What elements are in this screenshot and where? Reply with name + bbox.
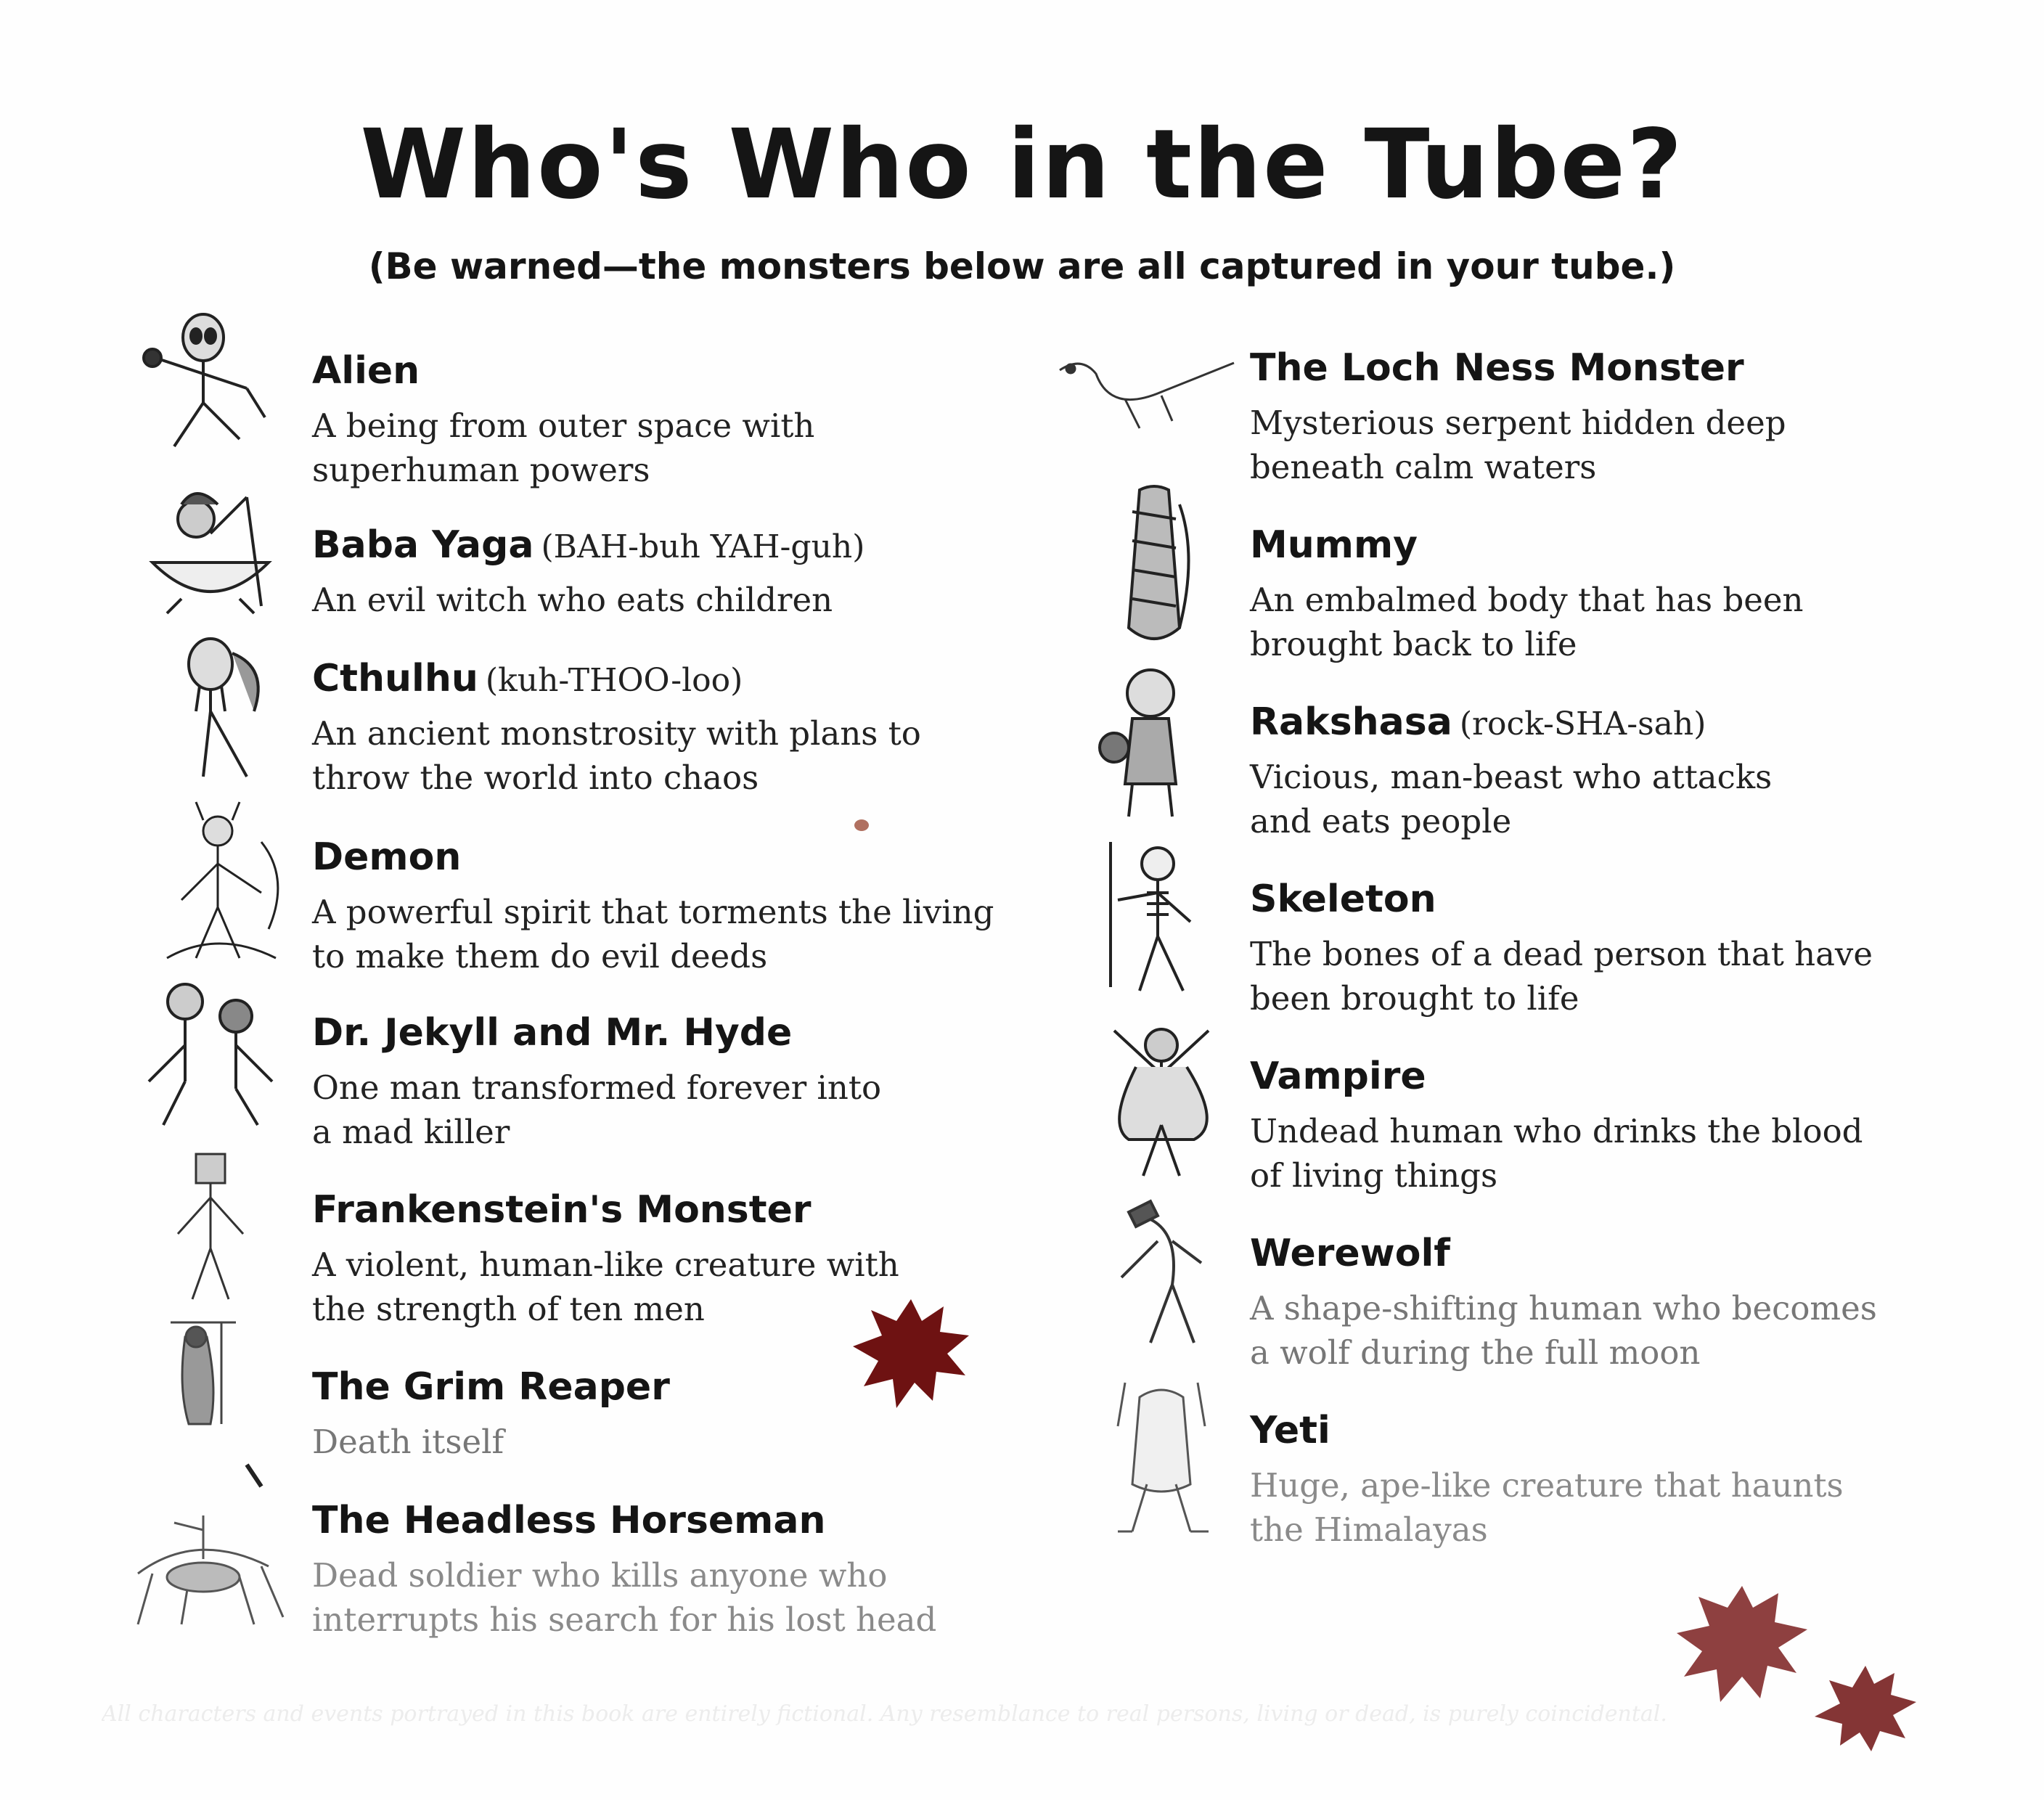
entry-name: Baba Yaga (312, 523, 534, 567)
entry-desc-line1: A powerful spirit that torments the living (312, 893, 994, 931)
loch-ness-icon (1052, 348, 1241, 435)
entry-desc-line2: interrupts his search for his lost head (312, 1600, 937, 1639)
footnote: All characters and events portrayed in this book are entirely fictional. Any resemblance to real persons, living or dead, is purely coincidental. (102, 1701, 1667, 1727)
vampire-icon (1100, 1016, 1230, 1183)
entry-yeti (1250, 1407, 2044, 1552)
entry-pronunciation: (kuh-THOO-loo) (485, 662, 743, 699)
entry-desc-line1: A being from outer space with (312, 406, 815, 445)
demon-icon (152, 798, 290, 965)
entry-desc-line2: the strength of ten men (312, 1290, 705, 1328)
entry-mummy (1250, 521, 2044, 666)
entry-desc-line1: Death itself (312, 1423, 504, 1461)
grim-reaper-icon (156, 1315, 243, 1431)
entry-name: Cthulhu (312, 657, 478, 700)
blood-splat-icon (842, 1285, 980, 1418)
headless-horseman-icon (109, 1457, 305, 1632)
skeleton-icon (1096, 835, 1212, 1002)
entry-desc-line2: brought back to life (1250, 625, 1577, 663)
entry-desc-line1: An embalmed body that has been (1250, 581, 1804, 619)
entry-baba-yaga (312, 521, 1169, 622)
entry-werewolf (1250, 1230, 2044, 1375)
page-title: Who's Who in the Tube? (360, 109, 1684, 221)
entry-grim-reaper (312, 1363, 1169, 1464)
entry-pronunciation: (rock-SHA-sah) (1459, 705, 1706, 742)
entry-desc-line1: One man transformed forever into (312, 1068, 882, 1107)
entry-alien (312, 347, 1169, 492)
entry-cthulhu (312, 655, 1169, 800)
entry-desc-line2: superhuman powers (312, 451, 650, 489)
entry-name: The Headless Horseman (312, 1499, 826, 1542)
entry-name: Mummy (1250, 523, 1418, 567)
entry-name: The Loch Ness Monster (1250, 346, 1744, 390)
entry-desc-line2: beneath calm waters (1250, 448, 1597, 486)
entry-desc-line2: to make them do evil deeds (312, 937, 768, 975)
entry-desc-line2: throw the world into chaos (312, 758, 759, 797)
entry-desc-line1: Undead human who drinks the blood (1250, 1112, 1863, 1150)
entry-rakshasa (1250, 698, 2044, 843)
entry-desc-line1: Dead soldier who kills anyone who (312, 1556, 888, 1595)
entry-name: Demon (312, 835, 462, 879)
entry-demon (312, 833, 1169, 978)
entry-desc-line1: Huge, ape-like creature that haunts (1250, 1466, 1844, 1505)
entry-desc-line1: A violent, human-like creature with (312, 1245, 899, 1284)
entry-desc-line2: of living things (1250, 1156, 1498, 1195)
entry-desc-line2: been brought to life (1250, 979, 1579, 1018)
entry-desc-line2: the Himalayas (1250, 1510, 1488, 1549)
alien-icon (131, 308, 283, 468)
entry-name: Dr. Jekyll and Mr. Hyde (312, 1011, 793, 1055)
entry-name: Yeti (1250, 1409, 1330, 1452)
entry-desc-line2: a wolf during the full moon (1250, 1333, 1701, 1372)
entry-desc-line1: The bones of a dead person that have (1250, 935, 1873, 973)
entry-desc-line2: and eats people (1250, 802, 1512, 840)
mummy-icon (1111, 483, 1198, 650)
entry-headless-horseman (312, 1497, 1169, 1642)
entry-vampire (1250, 1052, 2044, 1198)
jekyll-hyde-icon (134, 973, 287, 1132)
entry-name: Skeleton (1250, 878, 1436, 921)
blood-splat-icon (1669, 1575, 1815, 1709)
entry-desc-line2: a mad killer (312, 1113, 510, 1151)
entry-name: Frankenstein's Monster (312, 1188, 812, 1232)
entry-name: Alien (312, 349, 420, 393)
entry-desc-line1: A shape-shifting human who becomes (1250, 1289, 1877, 1328)
page-subtitle: (Be warned—the monsters below are all captured in your tube.) (368, 245, 1676, 287)
rakshasa-icon (1096, 660, 1205, 824)
frankenstein-icon (163, 1147, 258, 1306)
entry-loch-ness (1250, 344, 2044, 489)
werewolf-icon (1107, 1190, 1216, 1357)
entry-skeleton (1250, 875, 2044, 1020)
yeti-icon (1103, 1368, 1219, 1539)
cthulhu-icon (160, 631, 283, 791)
entry-desc-line1: Mysterious serpent hidden deep (1250, 404, 1786, 442)
entry-pronunciation: (BAH-buh YAH-guh) (541, 528, 865, 565)
entry-name: The Grim Reaper (312, 1365, 670, 1409)
entry-name: Rakshasa (1250, 700, 1452, 744)
entry-name: Werewolf (1250, 1232, 1450, 1275)
entry-name: Vampire (1250, 1055, 1426, 1098)
entry-frankenstein (312, 1186, 1169, 1331)
entry-desc-line1: An ancient monstrosity with plans to (312, 714, 921, 753)
entry-desc-line1: An evil witch who eats children (312, 581, 833, 619)
witch-icon (138, 475, 283, 628)
blood-drop-icon (854, 819, 870, 835)
entry-desc-line1: Vicious, man-beast who attacks (1250, 758, 1773, 796)
entry-jekyll-hyde (312, 1009, 1169, 1154)
